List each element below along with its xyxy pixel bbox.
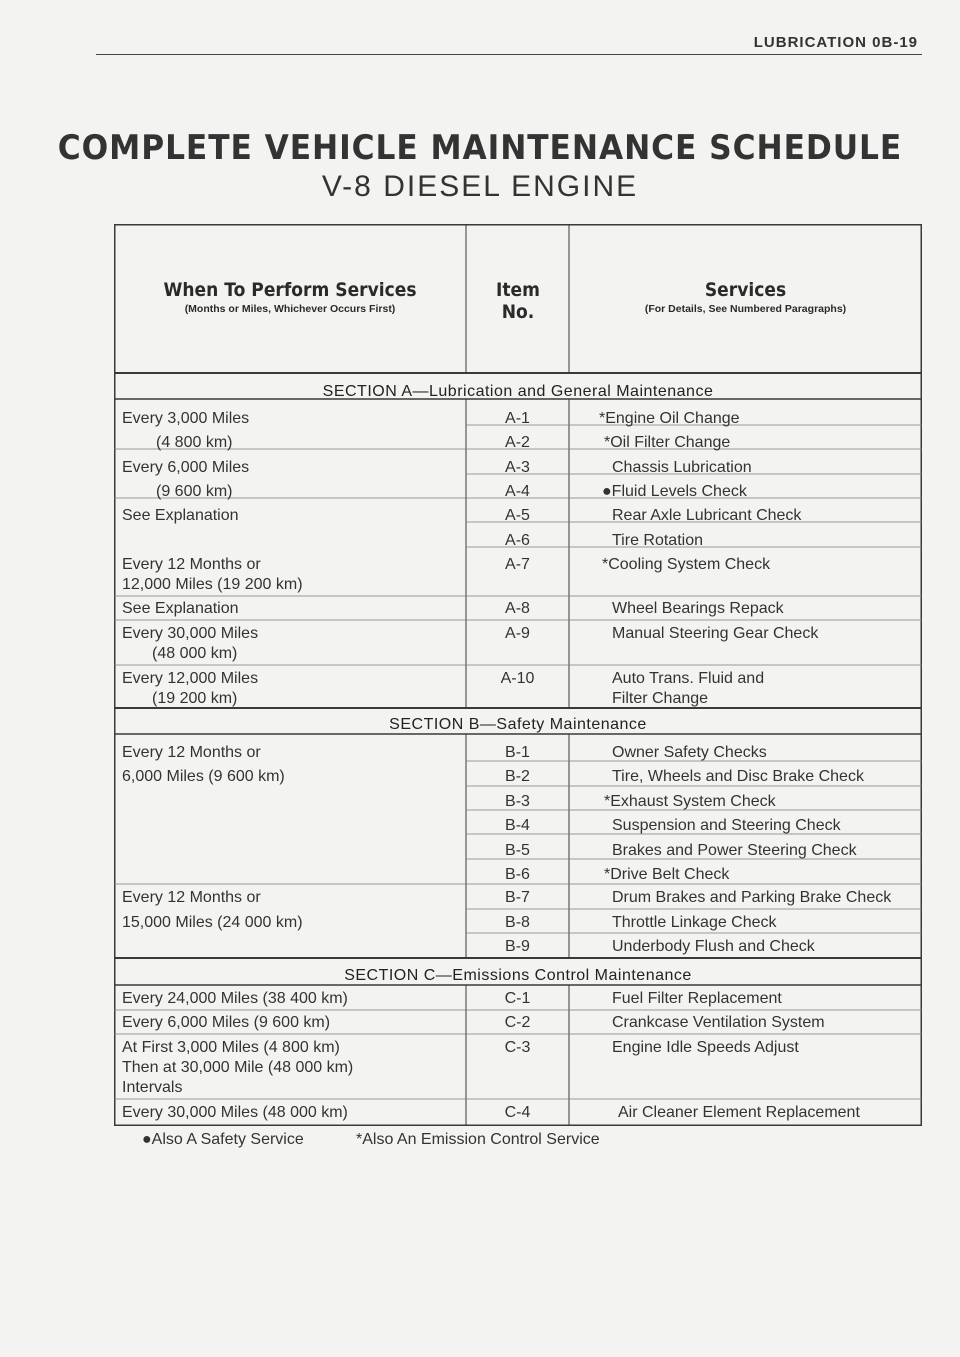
when-cell: Every 30,000 Miles (48 000 km)	[122, 1104, 348, 1121]
section-a-heading: SECTION A—Lubrication and General Maintenance	[322, 383, 714, 400]
service-cell: Wheel Bearings Repack	[612, 600, 784, 617]
page-header	[96, 36, 922, 55]
when-cell: 15,000 Miles (24 000 km)	[122, 914, 303, 931]
service-cell: Rear Axle Lubricant Check	[612, 507, 802, 524]
section-c-heading: SECTION C—Emissions Control Maintenance	[344, 967, 692, 984]
item-number-cell: B-3	[505, 793, 530, 810]
item-number-cell: C-2	[504, 1014, 531, 1031]
when-cell: Every 12,000 Miles	[122, 670, 259, 687]
item-number-cell: B-8	[505, 914, 530, 931]
col-when-note: (Months or Miles, Whichever Occurs First)	[184, 303, 396, 315]
item-number-cell: C-4	[504, 1104, 531, 1121]
service-cell: Suspension and Steering Check	[612, 817, 841, 834]
service-cell: *Engine Oil Change	[599, 410, 740, 427]
when-cell: Every 24,000 Miles (38 400 km)	[122, 990, 348, 1007]
item-number-cell: C-1	[504, 990, 531, 1007]
footnote-safety: ●Also A Safety Service	[142, 1131, 304, 1148]
service-cell: Engine Idle Speeds Adjust	[612, 1039, 799, 1056]
col-services-note: (For Details, See Numbered Paragraphs)	[644, 303, 847, 315]
col-item-label: Item No.	[495, 279, 540, 323]
service-cell: Underbody Flush and Check	[612, 938, 815, 955]
item-number-cell: B-4	[505, 817, 530, 834]
when-cell: 12,000 Miles (19 200 km)	[122, 576, 303, 593]
service-cell: Manual Steering Gear Check	[612, 625, 819, 642]
service-cell: Filter Change	[612, 690, 709, 707]
service-cell: Throttle Linkage Check	[612, 914, 777, 931]
col-header-item	[466, 279, 569, 323]
item-number-cell: B-2	[505, 768, 530, 785]
item-number-cell: A-1	[505, 410, 530, 427]
when-cell: Every 6,000 Miles (9 600 km)	[122, 1014, 331, 1031]
service-cell: Tire Rotation	[612, 532, 703, 549]
service-cell: Tire, Wheels and Disc Brake Check	[612, 768, 864, 785]
service-cell: Auto Trans. Fluid and	[612, 670, 765, 687]
col-header-when	[114, 279, 466, 317]
item-number-cell: A-6	[505, 532, 530, 549]
when-cell: (4 800 km)	[156, 434, 233, 451]
col-services-label: Services	[704, 279, 787, 301]
footnote-emission: *Also An Emission Control Service	[356, 1131, 600, 1148]
item-number-cell: A-2	[505, 434, 530, 451]
when-cell: See Explanation	[122, 507, 239, 524]
when-cell: Every 12 Months or	[122, 744, 261, 761]
service-cell: *Cooling System Check	[602, 556, 771, 573]
service-cell: *Drive Belt Check	[604, 866, 730, 883]
service-cell: Drum Brakes and Parking Brake Check	[612, 889, 892, 906]
when-cell: See Explanation	[122, 600, 239, 617]
item-number-cell: B-7	[505, 889, 530, 906]
item-number-cell: A-8	[505, 600, 530, 617]
item-number-cell: A-7	[505, 556, 530, 573]
when-cell: Every 12 Months or	[122, 556, 261, 573]
when-cell: (48 000 km)	[152, 645, 238, 662]
when-cell: (19 200 km)	[152, 690, 238, 707]
col-header-services	[569, 279, 922, 317]
when-cell: At First 3,000 Miles (4 800 km)	[122, 1039, 340, 1056]
item-number-cell: B-6	[505, 866, 530, 883]
page-title: COMPLETE VEHICLE MAINTENANCE SCHEDULE	[57, 128, 903, 168]
item-number-cell: A-9	[505, 625, 530, 642]
service-cell: ●Fluid Levels Check	[602, 483, 747, 500]
item-number-cell: B-5	[505, 842, 530, 859]
when-cell: (9 600 km)	[156, 483, 233, 500]
service-cell: *Exhaust System Check	[604, 793, 776, 810]
when-cell: Every 30,000 Miles	[122, 625, 259, 642]
section-b-heading: SECTION B—Safety Maintenance	[389, 716, 647, 733]
item-number-cell: B-9	[505, 938, 530, 955]
service-cell: Fuel Filter Replacement	[612, 990, 782, 1007]
item-number-cell: A-5	[505, 507, 530, 524]
when-cell: Intervals	[122, 1079, 183, 1096]
service-cell: Air Cleaner Element Replacement	[618, 1104, 860, 1121]
page-subtitle: V-8 DIESEL ENGINE	[321, 170, 639, 203]
item-number-cell: A-10	[500, 670, 535, 687]
when-cell: Then at 30,000 Mile (48 000 km)	[122, 1059, 354, 1076]
maintenance-schedule-table	[114, 224, 922, 1126]
when-cell: Every 6,000 Miles	[122, 459, 250, 476]
service-cell: Owner Safety Checks	[612, 744, 767, 761]
item-number-cell: A-4	[505, 483, 530, 500]
item-number-cell: B-1	[505, 744, 530, 761]
item-number-cell: C-3	[504, 1039, 531, 1056]
service-cell: Brakes and Power Steering Check	[612, 842, 857, 859]
item-number-cell: A-3	[505, 459, 530, 476]
service-cell: *Oil Filter Change	[604, 434, 731, 451]
col-when-label: When To Perform Services	[163, 279, 417, 301]
when-cell: 6,000 Miles (9 600 km)	[122, 768, 285, 785]
service-cell: Crankcase Ventilation System	[612, 1014, 825, 1031]
service-cell: Chassis Lubrication	[612, 459, 752, 476]
header-text: LUBRICATION 0B-19	[753, 34, 918, 51]
when-cell: Every 12 Months or	[122, 889, 261, 906]
when-cell: Every 3,000 Miles	[122, 410, 250, 427]
